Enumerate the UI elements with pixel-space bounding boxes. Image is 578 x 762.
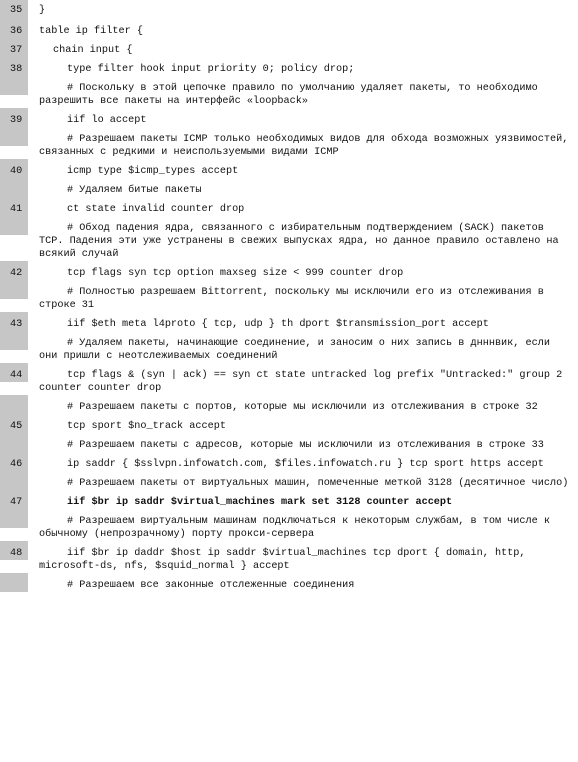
comment-line (0, 178, 578, 197)
line-number (0, 509, 28, 528)
comment-text: # Разрешаем пакеты с портов, которые мы исключили из отслеживания в строке 32 (67, 402, 538, 413)
comment-line (0, 395, 578, 414)
comment-text: # Разрешаем все законные отслеженные соединения (67, 580, 355, 591)
line-number: 46 (0, 452, 28, 471)
code-text: icmp type $icmp_types accept (67, 166, 239, 177)
code-text: tcp flags & (syn | ack) == syn ct state untracked log prefix "Untracked:" group 2 counter counter drop (39, 370, 569, 394)
line-number (0, 216, 28, 235)
line-number (0, 433, 28, 452)
code-line (0, 57, 578, 76)
line-number (0, 395, 28, 414)
code-line (0, 414, 578, 433)
code-text: iif $br ip daddr $host ip saddr $virtual_machines tcp dport { domain, http, microsoft-ds, nfs, $squid_normal } accept (39, 548, 532, 572)
code-line (0, 19, 578, 38)
comment-line (0, 331, 578, 363)
line-number (0, 127, 28, 146)
code-line (0, 452, 578, 471)
code-text: ct state invalid counter drop (67, 204, 245, 215)
comment-text: # Удаляем битые пакеты (67, 185, 202, 196)
line-number (0, 331, 28, 350)
code-text: iif lo accept (67, 115, 147, 126)
code-line (0, 38, 578, 57)
line-number: 48 (0, 541, 28, 560)
line-number: 41 (0, 197, 28, 216)
code-text: tcp sport $no_track accept (67, 421, 226, 432)
code-text: table ip filter { (39, 26, 143, 37)
line-number: 43 (0, 312, 28, 331)
comment-line (0, 76, 578, 108)
code-text: tcp flags syn tcp option maxseg size < 999 counter drop (67, 268, 404, 279)
comment-text: # Полностью разрешаем Bittorrent, поскольку мы исключили его из отслеживания в строке 31 (39, 287, 550, 311)
comment-text: # Обход падения ядра, связанного с избирательным подтверждением (SACK) пакетов TCP. Падения эти уже устранены в свежих выпусках ядра, но данное правило оставлено на всякий случай (39, 223, 565, 260)
comment-text: # Поскольку в этой цепочке правило по умолчанию удаляет пакеты, то необходимо разрешить все пакеты на интерфейс «loopback» (39, 83, 544, 107)
code-text: iif $br ip saddr $virtual_machines mark set 3128 counter accept (67, 497, 453, 508)
comment-text: # Разрешаем пакеты с адресов, которые мы исключили из отслеживания в строке 33 (67, 440, 544, 451)
line-number: 37 (0, 38, 28, 57)
code-text: ip saddr { $sslvpn.infowatch.com, $files.infowatch.ru } tcp sport https accept (67, 459, 544, 470)
comment-line (0, 433, 578, 452)
comment-line (0, 573, 578, 592)
code-text: chain input { (53, 45, 133, 56)
line-number: 42 (0, 261, 28, 280)
line-number (0, 76, 28, 95)
line-number: 40 (0, 159, 28, 178)
code-line (0, 197, 578, 216)
line-number: 45 (0, 414, 28, 433)
comment-line (0, 280, 578, 312)
code-text: } (39, 5, 46, 16)
line-number: 39 (0, 108, 28, 127)
code-text: iif $eth meta l4proto { tcp, udp } th dport $transmission_port accept (67, 319, 489, 330)
line-number: 44 (0, 363, 28, 382)
code-line (0, 108, 578, 127)
code-line (0, 541, 578, 573)
comment-text: # Разрешаем пакеты ICMP только необходимых видов для обхода возможных уязвимостей, связанных с редкими и неиспользуемыми видами ICMP (39, 134, 575, 158)
line-number: 36 (0, 19, 28, 38)
comment-text: # Удаляем пакеты, начинающие соединение, и заносим о них запись в днннвик, если они пришли с неотслеживаемых соединений (39, 338, 557, 362)
code-text: type filter hook input priority 0; policy drop; (67, 64, 355, 75)
comment-line (0, 471, 578, 490)
code-line (0, 490, 578, 509)
line-number: 38 (0, 57, 28, 76)
comment-line (0, 509, 578, 541)
line-number (0, 573, 28, 592)
code-line (0, 261, 578, 280)
line-number: 35 (0, 0, 28, 19)
code-line (0, 363, 578, 395)
comment-text: # Разрешаем виртуальным машинам подключаться к некоторым службам, в том числе к обычному (непрозрачному) порту прокси-сервера (39, 516, 557, 540)
code-line (0, 312, 578, 331)
code-line (0, 0, 578, 19)
line-number (0, 178, 28, 197)
code-line (0, 159, 578, 178)
line-number (0, 280, 28, 299)
comment-line (0, 127, 578, 159)
line-number: 47 (0, 490, 28, 509)
comment-text: # Разрешаем пакеты от виртуальных машин, помеченные меткой 3128 (десятичное число) (67, 478, 569, 489)
line-number (0, 471, 28, 490)
comment-line (0, 216, 578, 261)
